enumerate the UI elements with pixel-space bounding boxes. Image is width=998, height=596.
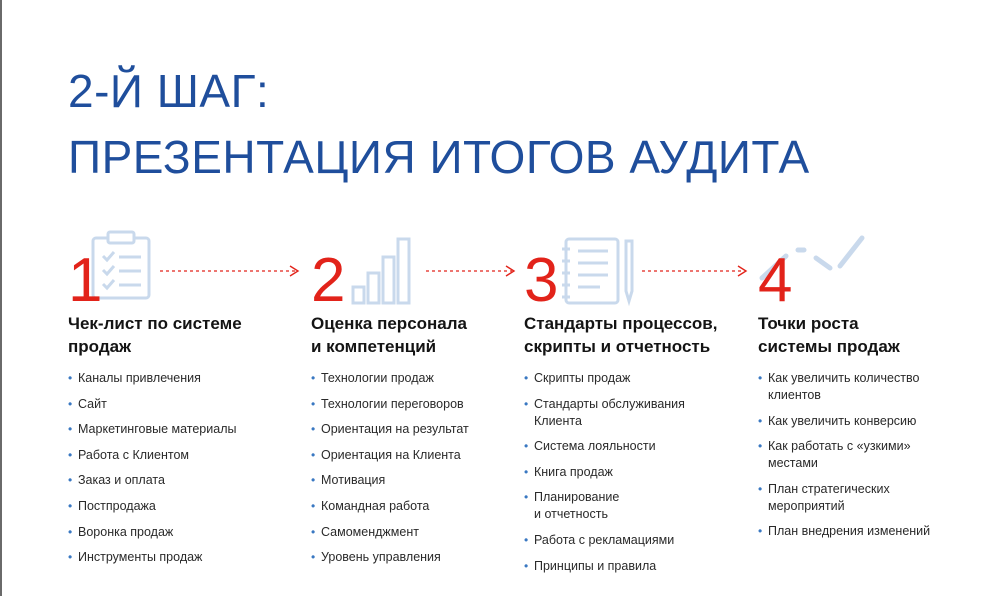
page-title [68, 58, 810, 190]
list-item [524, 489, 754, 523]
list-item-text: • Уровень управления [321, 550, 441, 565]
step-list [524, 370, 754, 583]
dashed-arrow-icon [160, 265, 306, 277]
step-number: 3 [524, 246, 559, 315]
list-item [311, 447, 541, 464]
list-item-text: • Постпродажа [78, 498, 156, 513]
list-item-text: Клиента [534, 413, 582, 428]
step-title-line: Оценка персонала [311, 314, 468, 333]
list-item-text: и отчетность [534, 507, 608, 522]
list-item [524, 370, 754, 387]
step-list [758, 370, 988, 549]
list-item-text: • Книга продаж [534, 464, 613, 479]
step-number: 2 [311, 246, 346, 315]
list-item-text: • Заказ и оплата [78, 473, 165, 488]
list-item [68, 549, 298, 566]
list-item-text: • Как работать с «узкими» [768, 439, 911, 454]
list-item-text: • Ориентация на результат [321, 422, 469, 437]
list-item-text: • План внедрения изменений [768, 524, 931, 539]
list-item [524, 438, 754, 455]
step-title-line: Стандарты процессов, [524, 314, 718, 333]
list-item-text: местами [768, 456, 818, 471]
step-title-line: продаж [68, 337, 132, 356]
list-item-text: • Работа с Клиентом [78, 447, 189, 462]
list-item-text: • Работа с рекламациями [534, 532, 675, 547]
list-item-text: • Скрипты продаж [534, 371, 631, 385]
step-title [524, 312, 754, 358]
step-title-line: Точки роста [758, 314, 859, 333]
step-title-line: скрипты и отчетность [524, 337, 711, 356]
list-item-text: • Ориентация на Клиента [321, 447, 461, 462]
step-number: 1 [68, 246, 103, 315]
list-item-text: • План стратегических [768, 481, 890, 496]
step-title [68, 312, 298, 358]
page-title-line-2: ПРЕЗЕНТАЦИЯ ИТОГОВ АУДИТА [68, 131, 810, 183]
step-title-line: и компетенций [311, 337, 437, 356]
list-item-text: • Стандарты обслуживания [534, 396, 685, 411]
list-item [311, 421, 541, 438]
list-item-text: • Командная работа [321, 498, 430, 513]
list-item [524, 464, 754, 481]
list-item-text: • Маркетинговые материалы [78, 422, 237, 437]
list-item [68, 396, 298, 413]
list-item [68, 472, 298, 489]
list-item-text: клиентов [768, 388, 821, 402]
list-item [68, 498, 298, 515]
list-item [311, 396, 541, 413]
list-item [68, 524, 298, 541]
list-item [68, 370, 298, 387]
list-item [758, 370, 988, 404]
step-title-line: системы продаж [758, 337, 900, 356]
list-item [524, 532, 754, 549]
list-item-text: • Каналы привлечения [78, 371, 201, 385]
list-item-text: мероприятий [768, 498, 845, 513]
dashed-arrow-icon [642, 265, 754, 277]
notepad-pencil-icon [560, 235, 640, 307]
list-item-text: • Технологии переговоров [321, 396, 464, 411]
list-item-text: • Планирование [534, 490, 620, 505]
list-item [758, 413, 988, 430]
list-item [311, 498, 541, 515]
list-item [311, 549, 541, 566]
step-list [311, 370, 541, 575]
list-item-text: • Как увеличить количество [768, 371, 920, 385]
list-item-text: • Инструменты продаж [78, 550, 203, 565]
list-item [68, 447, 298, 464]
list-item [311, 524, 541, 541]
list-item-text: • Сайт [78, 396, 107, 411]
step-list [68, 370, 298, 575]
list-item [311, 472, 541, 489]
step-title-line: Чек-лист по системе [68, 314, 242, 333]
list-item [311, 370, 541, 387]
bar-chart-icon [351, 235, 411, 305]
step-title [311, 312, 541, 358]
list-item-text: • Принципы и правила [534, 558, 657, 573]
list-item [524, 558, 754, 575]
list-item-text: • Технологии продаж [321, 371, 434, 385]
list-item [758, 523, 988, 540]
list-item [758, 481, 988, 515]
step-title [758, 312, 988, 358]
list-item [524, 396, 754, 430]
list-item [758, 438, 988, 472]
list-item-text: • Самоменджмент [321, 524, 419, 539]
page-title-line-1: 2-Й ШАГ: [68, 65, 270, 117]
dashed-arrow-icon [426, 265, 522, 277]
list-item [68, 421, 298, 438]
step-number: 4 [758, 246, 793, 315]
list-item-text: • Система лояльности [534, 439, 656, 454]
list-item-text: • Как увеличить конверсию [768, 413, 917, 428]
left-edge-border [0, 0, 2, 596]
list-item-text: • Мотивация [321, 473, 386, 488]
list-item-text: • Воронка продаж [78, 524, 174, 539]
